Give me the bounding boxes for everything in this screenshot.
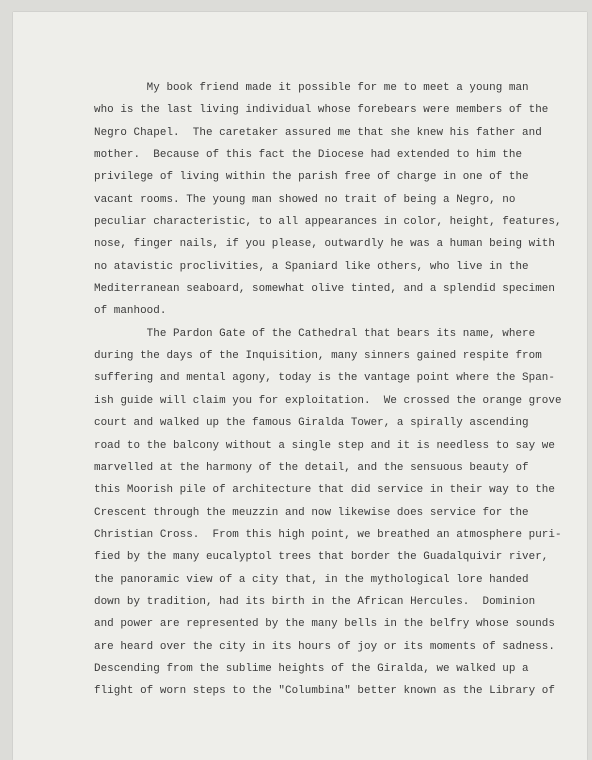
paragraph: [94, 77, 574, 323]
text-line: who is the last living individual whose forebears were members of the: [94, 104, 549, 117]
text-line: the panoramic view of a city that, in the mythological lore handed: [94, 573, 529, 586]
text-line: Crescent through the meuzzin and now likewise does service for the: [94, 506, 529, 519]
paragraph: [94, 323, 574, 703]
text-line: suffering and mental agony, today is the vantage point where the Span-: [94, 372, 555, 385]
text-line: flight of worn steps to the "Columbina" better known as the Library of: [94, 685, 555, 698]
text-line: road to the balcony without a single step and it is needless to say we: [94, 439, 555, 452]
text-line: fied by the many eucalyptol trees that border the Guadalquivir river,: [94, 551, 549, 564]
text-line: of manhood.: [94, 305, 167, 318]
text-line: ish guide will claim you for exploitation. We crossed the orange grove: [94, 394, 562, 407]
text-line: nose, finger nails, if you please, outwardly he was a human being with: [94, 238, 555, 251]
text-line: no atavistic proclivities, a Spaniard like others, who live in the: [94, 260, 529, 273]
text-line: are heard over the city in its hours of joy or its moments of sadness.: [94, 640, 555, 653]
text-line: and power are represented by the many bells in the belfry whose sounds: [94, 618, 555, 631]
text-line: Descending from the sublime heights of the Giralda, we walked up a: [94, 662, 529, 675]
text-line: court and walked up the famous Giralda Tower, a spirally ascending: [94, 417, 529, 430]
text-line: down by tradition, had its birth in the African Hercules. Dominion: [94, 595, 536, 608]
text-line: peculiar characteristic, to all appearances in color, height, features,: [94, 216, 562, 229]
text-line: mother. Because of this fact the Diocese had extended to him the: [94, 149, 523, 162]
text-line: this Moorish pile of architecture that did service in their way to the: [94, 484, 555, 497]
text-line: The Pardon Gate of the Cathedral that bears its name, where: [94, 327, 536, 340]
text-line: during the days of the Inquisition, many sinners gained respite from: [94, 350, 542, 363]
text-line: Mediterranean seaboard, somewhat olive tinted, and a splendid specimen: [94, 283, 555, 296]
text-line: vacant rooms. The young man showed no trait of being a Negro, no: [94, 193, 516, 206]
document-body: [94, 77, 574, 703]
text-line: marvelled at the harmony of the detail, and the sensuous beauty of: [94, 461, 529, 474]
text-line: My book friend made it possible for me to meet a young man: [94, 82, 529, 94]
text-line: privilege of living within the parish free of charge in one of the: [94, 171, 529, 184]
text-line: Negro Chapel. The caretaker assured me that she knew his father and: [94, 126, 542, 139]
typewritten-page: [13, 12, 587, 760]
text-line: Christian Cross. From this high point, we breathed an atmosphere puri-: [94, 528, 562, 541]
